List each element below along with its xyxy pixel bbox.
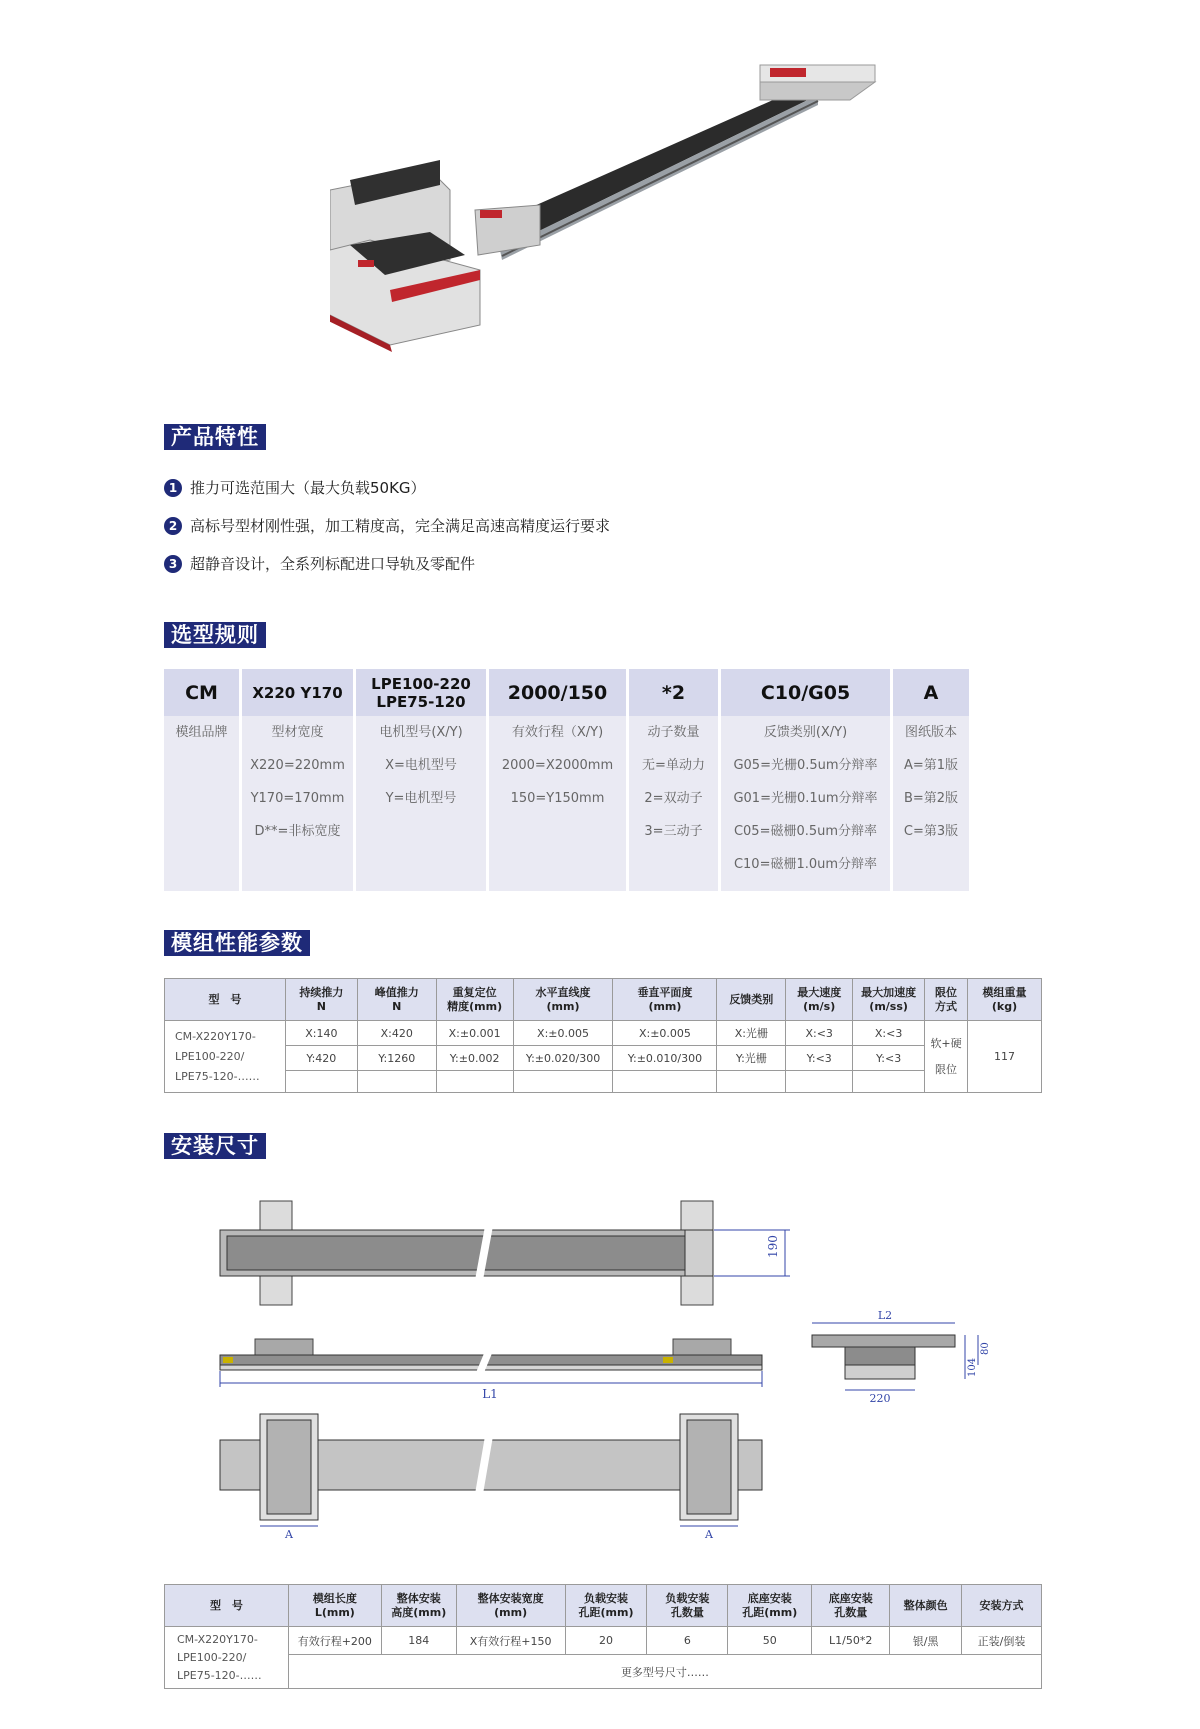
selection-col-version [893, 669, 969, 891]
perf-cell: Y:±0.010/300 [613, 1046, 717, 1071]
selection-head [356, 669, 486, 716]
selection-item: A=第1版 [903, 758, 959, 773]
selection-item: D**=非标宽度 [254, 824, 341, 839]
perf-empty-cell [357, 1071, 436, 1093]
bullet-number-3-icon: 3 [164, 555, 182, 573]
dim-a-label-left: A [285, 1528, 293, 1540]
perf-cell: Y:<3 [853, 1046, 925, 1071]
perf-cell: Y:<3 [786, 1046, 853, 1071]
selection-head: CM [164, 669, 239, 716]
feature-item [164, 515, 610, 536]
selection-item: B=第2版 [903, 791, 959, 806]
feature-item [164, 477, 426, 498]
selection-head: A [893, 669, 969, 716]
perf-cell: Y:光栅 [717, 1046, 786, 1071]
perf-empty-cell [285, 1071, 357, 1093]
selection-head: *2 [629, 669, 718, 716]
perf-limit-cell: 软+硬 限位 [925, 1021, 968, 1093]
selection-head: C10/G05 [721, 669, 890, 716]
dim-cell: 20 [565, 1627, 647, 1655]
dim-104-label: 104 [967, 1357, 978, 1377]
selection-col-stroke [489, 669, 626, 891]
perf-header: 反馈类别 [717, 979, 786, 1021]
selection-head: X220 Y170 [242, 669, 353, 716]
selection-item: C05=磁栅0.5um分辩率 [733, 824, 878, 839]
dim-cell: L1/50*2 [812, 1627, 890, 1655]
perf-header: 水平直线度 (mm) [513, 979, 613, 1021]
dim-80-label: 80 [980, 1342, 991, 1355]
selection-col-motor [356, 669, 486, 891]
perf-header: 最大速度 (m/s) [786, 979, 853, 1021]
perf-cell: Y:±0.002 [436, 1046, 513, 1071]
selection-item: 反馈类别(X/Y) [763, 725, 848, 740]
perf-header: 模组重量 (kg) [968, 979, 1042, 1021]
perf-cell: Y:±0.020/300 [513, 1046, 613, 1071]
dim-header: 底座安装 孔数量 [812, 1585, 890, 1627]
perf-cell: X:光栅 [717, 1021, 786, 1046]
feature-text: 高标号型材刚性强，加工精度高，完全满足高速高精度运行要求 [190, 517, 611, 535]
install-drawing-bottom [215, 1410, 775, 1540]
perf-empty-cell [786, 1071, 853, 1093]
perf-cell: X:±0.005 [613, 1021, 717, 1046]
perf-cell: Y:420 [285, 1046, 357, 1071]
selection-item: 动子数量 [647, 725, 700, 740]
dim-header-model: 型 号 [165, 1585, 289, 1627]
dim-header: 整体安装 高度(mm) [381, 1585, 456, 1627]
perf-header: 垂直平面度 (mm) [613, 979, 717, 1021]
install-title: 安装尺寸 [164, 1133, 266, 1159]
perf-cell: X:420 [357, 1021, 436, 1046]
selection-item: 模组品牌 [175, 725, 228, 740]
install-drawing-side [215, 1335, 775, 1407]
perf-cell: X:±0.001 [436, 1021, 513, 1046]
selection-title: 选型规则 [164, 622, 266, 648]
selection-head-line2: LPE75-120 [376, 692, 466, 711]
feature-item [164, 553, 475, 574]
perf-cell: X:<3 [853, 1021, 925, 1046]
dim-header: 安装方式 [962, 1585, 1042, 1627]
selection-col-width [242, 669, 353, 891]
dim-header: 负载安装 孔数量 [647, 1585, 728, 1627]
feature-text: 超静音设计，全系列标配进口导轨及零配件 [190, 555, 476, 573]
dim-header: 整体安装宽度 (mm) [456, 1585, 565, 1627]
selection-item: X220=220mm [250, 758, 345, 773]
perf-weight-cell: 117 [968, 1021, 1042, 1093]
perf-cell: X:<3 [786, 1021, 853, 1046]
selection-item: 有效行程（X/Y) [511, 725, 604, 740]
perf-model-cell: CM-X220Y170- LPE100-220/ LPE75-120-…… [165, 1021, 286, 1093]
selection-col-brand [164, 669, 239, 891]
selection-item: G05=光栅0.5um分辩率 [733, 758, 878, 773]
selection-item: C=第3版 [903, 824, 959, 839]
selection-item: X=电机型号 [385, 758, 457, 773]
selection-item: Y=电机型号 [385, 791, 457, 806]
dim-more-cell: 更多型号尺寸…… [288, 1655, 1041, 1689]
install-drawing-end [800, 1305, 1000, 1405]
dimensions-table [164, 1584, 1042, 1689]
perf-empty-cell [853, 1071, 925, 1093]
perf-header: 限位 方式 [925, 979, 968, 1021]
selection-item: 2=双动子 [644, 791, 703, 806]
selection-head: 2000/150 [489, 669, 626, 716]
dim-l2-label: L2 [877, 1309, 893, 1322]
dim-220-label: 220 [869, 1392, 891, 1405]
perf-header: 重复定位 精度(mm) [436, 979, 513, 1021]
selection-item: 无=单动力 [642, 758, 705, 773]
dim-header: 底座安装 孔距(mm) [728, 1585, 812, 1627]
perf-empty-cell [613, 1071, 717, 1093]
perf-empty-cell [717, 1071, 786, 1093]
dim-cell: X有效行程+150 [456, 1627, 565, 1655]
perf-header: 持续推力 N [285, 979, 357, 1021]
selection-col-movers [629, 669, 718, 891]
selection-item: 150=Y150mm [510, 791, 605, 806]
dim-header: 整体颜色 [890, 1585, 962, 1627]
selection-item: 3=三动子 [644, 824, 703, 839]
product-image [330, 60, 890, 390]
perf-header: 最大加速度 (m/ss) [853, 979, 925, 1021]
perf-cell: X:±0.005 [513, 1021, 613, 1046]
features-title: 产品特性 [164, 424, 266, 450]
dim-cell: 有效行程+200 [288, 1627, 381, 1655]
dim-cell: 正装/倒装 [962, 1627, 1042, 1655]
selection-item: 型材宽度 [271, 725, 324, 740]
selection-table [164, 669, 969, 891]
selection-item: C10=磁栅1.0um分辩率 [733, 857, 878, 872]
bullet-number-2-icon: 2 [164, 517, 182, 535]
perf-header-model: 型 号 [165, 979, 286, 1021]
dim-header: 模组长度 L(mm) [288, 1585, 381, 1627]
dim-cell: 6 [647, 1627, 728, 1655]
dim-cell: 50 [728, 1627, 812, 1655]
performance-title: 模组性能参数 [164, 930, 310, 956]
perf-empty-cell [436, 1071, 513, 1093]
selection-item: 2000=X2000mm [501, 758, 614, 773]
selection-item: G01=光栅0.1um分辩率 [733, 791, 878, 806]
selection-item: 电机型号(X/Y) [379, 725, 463, 740]
feature-text: 推力可选范围大（最大负载50KG） [190, 479, 426, 497]
dim-a-label-right: A [705, 1528, 713, 1540]
perf-cell: Y:1260 [357, 1046, 436, 1071]
performance-table [164, 978, 1042, 1093]
selection-col-feedback [721, 669, 890, 891]
bullet-number-1-icon: 1 [164, 479, 182, 497]
selection-head-line1: LPE100-220 [371, 674, 471, 693]
install-drawing-top [215, 1198, 815, 1310]
selection-item: Y170=170mm [250, 791, 345, 806]
perf-cell: X:140 [285, 1021, 357, 1046]
perf-header: 峰值推力 N [357, 979, 436, 1021]
dim-190-label: 190 [766, 1235, 780, 1258]
dim-cell: 银/黑 [890, 1627, 962, 1655]
selection-item: 图纸版本 [904, 725, 957, 740]
perf-empty-cell [513, 1071, 613, 1093]
dim-l1-label: L1 [482, 1387, 498, 1401]
dim-cell: 184 [381, 1627, 456, 1655]
dim-header: 负载安装 孔距(mm) [565, 1585, 647, 1627]
dim-model-cell: CM-X220Y170- LPE100-220/ LPE75-120-…… [165, 1627, 289, 1689]
